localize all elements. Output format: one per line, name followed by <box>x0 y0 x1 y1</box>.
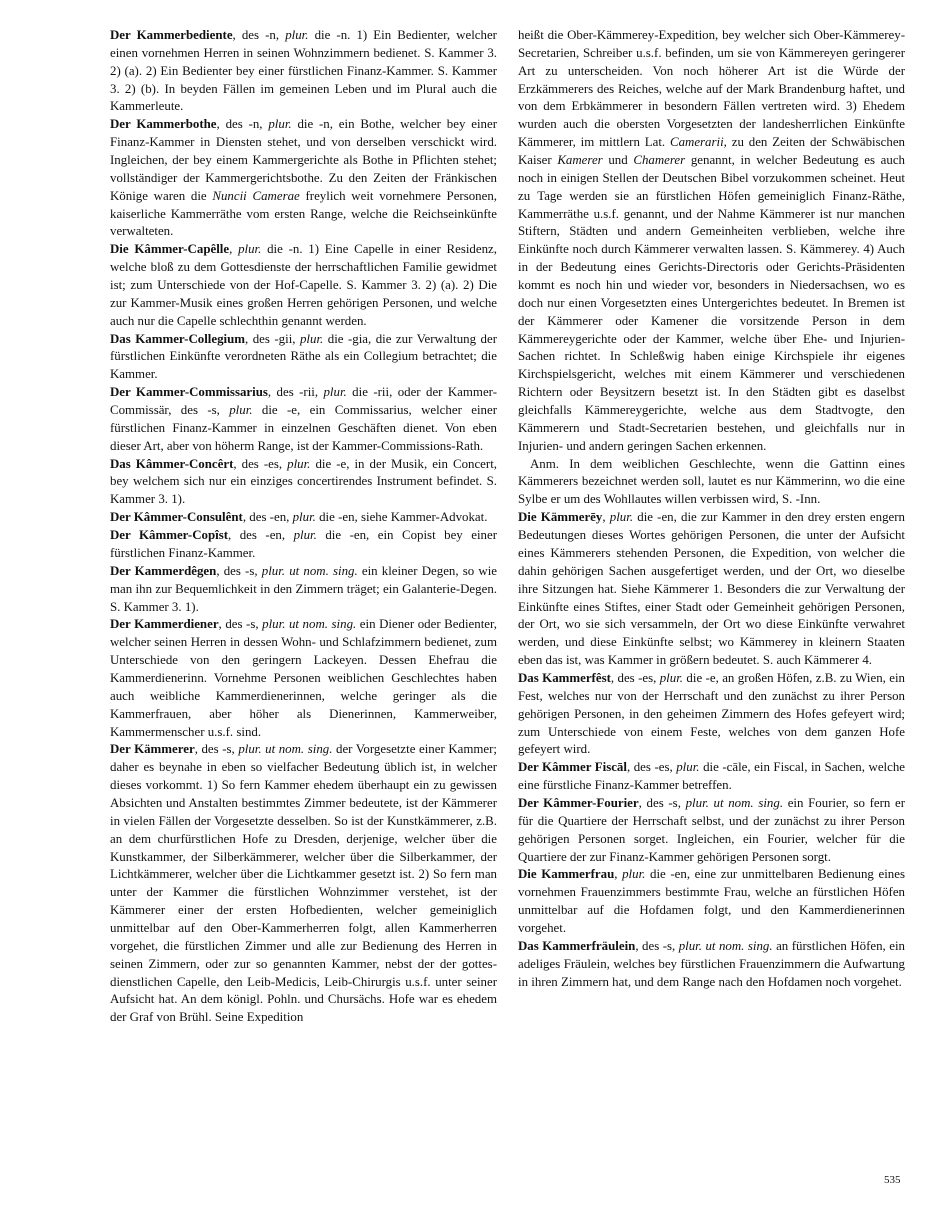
dictionary-entry <box>110 384 497 455</box>
dictionary-entry <box>110 616 497 741</box>
entry-text: ein kleiner Degen, so wie man ihn zur Bequemlichkeit in den Zimmern träget; ein Galanterie-Degen. S. Kammer 3. 1). <box>110 563 498 614</box>
italic-term: Kamerer <box>557 153 603 168</box>
entry-text: ein Diener oder Bedienter, welcher seinen Herren in dessen Wohn- und Schlafzimmern bedienet, zum Unterschiede von den geringern Lackeyen. Dessen Ehefrau die Kammerdienerinn. Vornehme Personen weiblichen Geschlechtes haben auch weibliche Kammerdienerinnen, welche geringer als die Kammerfrauen, aber höher als Dienerinnen, Kammerweiber, Kammermenscher u.s.f. sind. <box>110 617 497 739</box>
entry-text: heißt die Ober-Kämmerey-Expedition, bey welcher sich Ober-Kämmerey-Secretarien, Schreiber u.s.f. befinden, um sie von Kämmereyen geringerer Art zu unterscheiden. Von noch höherer Art ist die Würde der Erzkämmerers des Reiches, welche auf der Mark Brandenburg haftet, und von dem Erbkämmerer in besondern Fällen vertreten wird. 3) Ehedem wurden auch die obersten Vorgesetzten der landesherrlichen Einkünfte Kämmerer, im mittlern Lat. <box>518 28 905 150</box>
entry-text: und <box>602 153 634 168</box>
italic-term: plur. <box>285 28 309 42</box>
italic-term: plur. <box>293 528 317 543</box>
italic-term: plur. <box>676 760 700 775</box>
dictionary-entry <box>110 456 497 510</box>
entry-text: , des -s, <box>216 563 262 578</box>
italic-term: plur. <box>659 670 684 685</box>
entry-text: Anm. In dem weiblichen Geschlechte, wenn die Gattinn eines Kämmerers bezeichnet werden soll, lautet es nur Kämmerinn, wo die eine Sylbe er um des Wohllautes willen verbissen wird, S. -Inn. <box>518 456 905 507</box>
dictionary-entry <box>110 331 497 385</box>
dictionary-entry <box>518 27 905 456</box>
entry-headword: Der Kâmmer-Consulênt <box>110 510 243 525</box>
italic-term: plur. <box>299 331 324 346</box>
entry-text: die -n. 1) Ein Bedienter, welcher einen vornehmen Herren in seinen Wohnzimmern bedienet. S. Kammer 3. 2) (a). 2) Ein Bedienter bey einer fürstlichen Finanz-Kammer. S. Kammer 3. 2) (b). In beyden Fällen im gemeinen Leben und im Plural auch die Kammerleute. <box>110 28 497 114</box>
page-number: 535 <box>884 1174 901 1186</box>
dictionary-entry <box>518 795 905 866</box>
dictionary-entry <box>518 759 905 795</box>
dictionary-entry <box>110 241 497 330</box>
entry-headword: Der Kammerdiener <box>110 617 219 632</box>
entry-text: , des -es, <box>626 760 677 775</box>
entry-text: die -en, eine zur unmittelbaren Bedienung eines vornehmen Frauenzimmers bestimmte Frau, welche an fürstlichen Höfen unmittelbar auf die Hofdamen folgt, und den Kammerdienerinnen vorgehet. <box>518 867 905 935</box>
italic-term: plur. <box>323 385 347 400</box>
entry-text: , des -s, <box>635 938 679 953</box>
entry-text: die -gia, die zur Verwaltung der fürstlichen Einkünfte verordneten Räthe als ein Collegium betrachtet; die Kammer. <box>110 331 497 382</box>
dictionary-entry <box>518 456 905 510</box>
entry-text: zu den Zeiten der Schwäbischen Kaiser <box>518 135 905 168</box>
entry-headword: Der Kammerbothe <box>110 117 217 132</box>
entry-text: , des -en, <box>228 528 294 543</box>
entry-text: an fürstlichen Höfen, ein adeliges Fräulein, welches bey fürstlichen Frauenzimmern die Aufwartung in ihren Zimmern hat, und dem Range nach den Hofdamen noch vorgehet. <box>518 938 905 989</box>
italic-term: plur. ut nom. sing. <box>238 742 333 757</box>
entry-text: , des -s, <box>638 795 686 810</box>
entry-headword: Die Kâmmer-Capêlle <box>110 242 230 257</box>
entry-text: , <box>229 242 239 257</box>
entry-text: die -e, ein Commissarius, welcher einer fürstlichen Finanz-Kammer in einzelnen Geschäften dienet. Von eben dieser Art, aber von höherm Range, ist der Kammer-Commissions-Rath. <box>110 403 497 453</box>
entry-text: , des -es, <box>233 456 288 471</box>
column-left <box>110 27 497 1027</box>
entry-text: freylich weit vornehmere Personen, kaiserliche Kammerräthe vom ersten Range, welche die Reichseinkünfte verwalteten. <box>110 188 498 239</box>
entry-text: die -en, ein Copist bey einer fürstlichen Finanz-Kammer. <box>110 528 497 560</box>
entry-headword: Das Kâmmer-Concêrt <box>110 456 234 471</box>
italic-term: plur. ut nom. sing. <box>678 938 773 953</box>
entry-text: , des -en, <box>242 510 293 525</box>
italic-term: Nuncii Camerae <box>212 188 300 203</box>
dictionary-entry <box>518 670 905 759</box>
entry-text: , des -n, <box>216 117 269 132</box>
italic-term: Chamerer <box>633 153 686 168</box>
entry-headword: Der Kâmmer-Fourier <box>518 795 639 810</box>
italic-term: plur. <box>292 510 316 525</box>
dictionary-entry <box>110 563 497 617</box>
entry-text: die -n. 1) Eine Capelle in einer Residenz, welche bloß zu dem Gottesdienste der herrschaftlichen Familie gewidmet ist; zum Unterschiede von der Hof-Capelle. S. Kammer 3. 2) (a). 2) Die zur Kammer-Musik eines großen Herren gehörigen Personen, und welche auch nur die Capelle schlechthin genannt werden. <box>110 242 497 328</box>
entry-text: der Vorgesetzte einer Kammer; daher es beynahe in eben so vielfacher Bedeutung üblich ist, in welcher dieses vorkommt. 1) So fern Kammer ehedem überhaupt ein zu gewissen Absichten und Anstalten bestimmtes Zimmer bedeutete, ist der Kämmerer in vielen Fällen der Vorgesetzte desselben. So ist der Kunstkämmerer, z.B. an dem churfürstlichen Hofe zu Dresden, derjenige, welcher über die Kunstkammer, der Silberkämmerer, welcher über die Silberkammer, der Lichtkämmerer, welcher über die Lichtkammer gesetzt ist. 2) So fern man unter der Kammer die fürstlichen Wohnzimmer verstehet, ist der Kämmerer einer der ersten Hofbedienten, welcher gemeiniglich unmittelbar auf den Ober-Kammerherren folgt, allen Kammerherren vorgehet, die fürstlichen Zimmer und alle zur Bedienung des Herren in seinen Zimmern, oder zur so genannten Kammer, nebst der der gottesdienstlichen Capelle, den Leib-Medicis, Leib-Chirurgis u.s.f. unter seiner Aufsicht hat. An dem königl. Pohln. und Chursächs. Hofe war es ehedem der Graf von Brühl. Seine Expedition <box>110 742 497 1025</box>
entry-text: , des -n, <box>232 28 286 42</box>
entry-headword: Die Kammerfrau <box>518 867 615 882</box>
dictionary-entry <box>518 509 905 670</box>
entry-headword: Der Kammerdêgen <box>110 563 217 578</box>
entry-text: , <box>602 510 610 525</box>
entry-text: , des -rii, <box>267 385 324 400</box>
italic-term: plur. <box>609 510 634 525</box>
entry-text: genannt, in welcher Bedeutung es auch noch in einigen Stellen der Deutschen Bibel vorzukommen scheinet. Heut zu Tage werden sie an fürstlichen Höfen gemeiniglich Finanz-Räthe, Kammerräthe u.s.f. genannt, und der Nahme Kämmerer ist nur manchen Stiftern, Städten und andern Gemeinheiten verblieben, welche ihre Einkünfte noch durch Kämmerer verwalten lassen. S. Kämmerey. 4) Auch in der Bedeutung eines Gerichts-Directoris oder Gerichts-Präsidenten kommt es noch hin und wieder vor, besonders in Niedersachsen, wo es doch nur einen Vorgesetzten eines Untergerichtes bedeutet. In Bremen ist der Kämmerer oder Kamener die vorsitzende Person in dem Kämmereygerichte oder der Kammer, welche über Ehe- und Injurien-Sachen richtet. In Schleßwig haben einige Kirchspiele ihr eigenes Kirchspielsgericht, welches mit einem Kämmerer und verschiedenen Richtern oder Beysitzern besetzt ist. In den Städten gibt es daselbst gleichfalls Kämmereygerichte, welche aus dem Stadtvogte, den Kämmerern und Stadt-Secretarien bestehen, und gleichfalls nur in Injurien- und andern geringen Sachen erkennen. <box>518 153 905 453</box>
entry-text: die -n, ein Bothe, welcher bey einer Finanz-Kammer in Diensten stehet, und von derselben verschickt wird. Ingleichen, der bey einem Kammergerichte als Bothe in Pflichten stehet; vollständiger der Kammergerichtsbothe. Zu den Zeiten der Fränkischen Könige waren die <box>110 117 497 203</box>
dictionary-entry <box>110 27 497 116</box>
entry-text: die -e, in der Musik, ein Concert, bey welchem sich nur ein einziges concertirendes Instrument befindet. S. Kammer 3. 1). <box>110 456 497 507</box>
entry-text: die -en, siehe Kammer-Advokat. <box>315 510 488 525</box>
entry-headword: Die Kämmerēy <box>518 510 603 525</box>
italic-term: plur. <box>238 242 262 257</box>
entry-text: die -en, die zur Kammer in den drey ersten engern Bedeutungen dieses Wortes gehörigen Personen, die unter der Aufsicht eines Kämmerers stehenden Personen, die Expedition, von welcher die dahin gehörigen Sachen ausgefertiget werden, und der Ort, wo dieselbe ihre Sitzungen hat. Siehe Kämmerer 1. Besonders die zur Verwaltung der Einkünfte eines Stiftes, einer Stadt oder Gemeinheit gehörigen Personen, der Ort, wo sie sich versammeln, der Ort wo diese Einkünfte verwahret werden, und diese Einkünfte selbst; wo Kämmerey in kleinern Staaten eben das ist, was Kammer in größern bedeutet. S. auch Kämmerer 4. <box>518 510 905 668</box>
italic-term: plur. ut nom. sing. <box>262 617 357 632</box>
dictionary-entry <box>110 741 497 1027</box>
entry-text: , des -gii, <box>245 331 300 346</box>
entry-headword: Der Kâmmer Fiscāl <box>518 760 627 775</box>
entry-text: die -rii, oder der Kammer-Commissär, des -s, <box>110 385 497 418</box>
entry-text: die -e, an großen Höfen, z.B. zu Wien, ein Fest, welches nur von der Herrschaft und den zunächst zu ihrer Person gehörigen Personen, in den geheimen Zimmern des Hofes gefeyert wird; zum Unterschiede von einem Feste, welches von dem ganzen Hofe gefeyert wird. <box>518 670 906 757</box>
dictionary-entry <box>110 527 497 563</box>
entry-text: , <box>614 867 623 882</box>
entry-text: , des -s, <box>218 617 263 632</box>
entry-headword: Der Kammer-Commissarius <box>110 385 268 400</box>
dictionary-entry <box>110 509 497 527</box>
entry-headword: Das Kammer-Collegium <box>110 331 246 346</box>
entry-headword: Der Kâmmer-Copîst <box>110 528 229 543</box>
entry-headword: Der Kämmerer <box>110 742 195 757</box>
entry-headword: Der Kammerbediente <box>110 28 233 42</box>
italic-term: plur. <box>229 403 253 418</box>
entry-text: , des -es, <box>610 670 660 685</box>
italic-term: plur. <box>287 456 311 471</box>
italic-term: Camerarii, <box>669 135 727 150</box>
italic-term: plur. ut nom. sing. <box>261 563 358 578</box>
entry-headword: Das Kammerfräulein <box>518 938 636 953</box>
italic-term: plur. <box>622 867 646 882</box>
italic-term: plur. ut nom. sing. <box>685 795 784 810</box>
italic-term: plur. <box>268 117 292 132</box>
entry-headword: Das Kammerfêst <box>518 670 611 685</box>
dictionary-entry <box>518 866 905 937</box>
entry-text: , des -s, <box>194 742 239 757</box>
entry-text: ein Fourier, so fern er für die Quartiere der Herrschaft selbst, und der zunächst zu ihrer Person gehörigen Personen sorget. Ingleichen, ein Fourier, welcher für die Quartiere der zur Finanz-Kammer gehörigen Personen sorgt. <box>518 795 906 864</box>
entry-text: die -cāle, ein Fiscal, in Sachen, welche eine fürstliche Finanz-Kammer betreffen. <box>518 760 906 793</box>
dictionary-entry <box>110 116 497 241</box>
dictionary-entry <box>518 938 905 992</box>
column-right <box>518 27 905 991</box>
